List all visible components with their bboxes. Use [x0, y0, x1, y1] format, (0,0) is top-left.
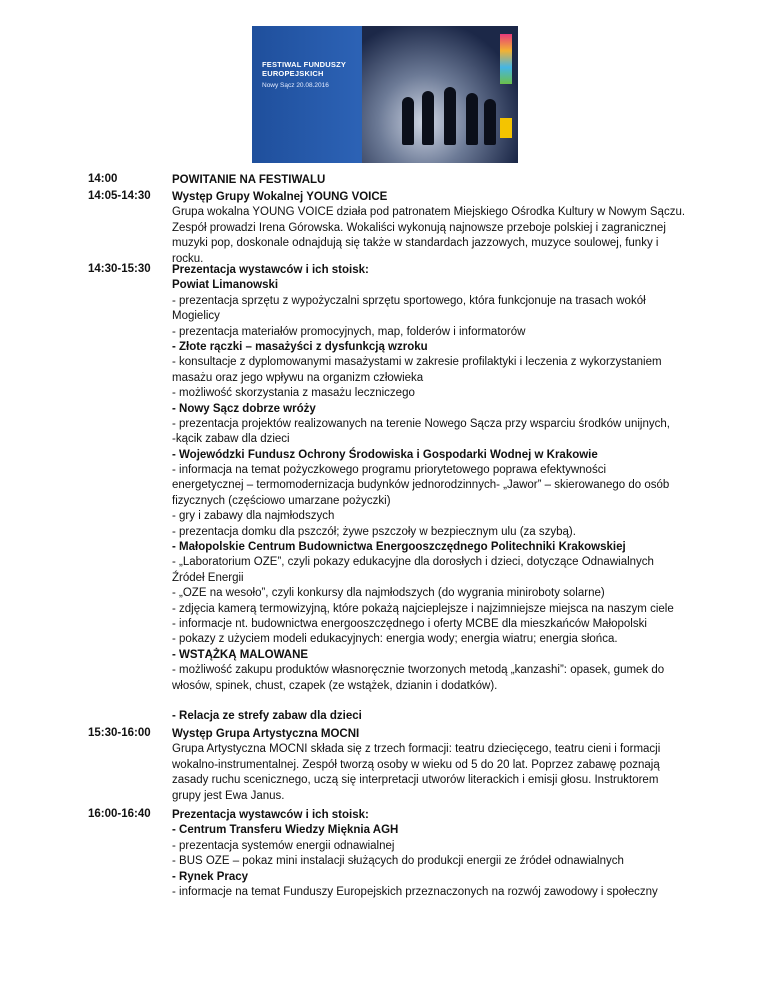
- schedule-text-line: - informacje na temat Funduszy Europejskich przeznaczonych na rozwój zawodowy i społeczny: [172, 885, 658, 898]
- schedule-text-line: - konsultacje z dyplomowanymi masażystami w zakresie profilaktyki i leczenia z wykorzystaniem: [172, 356, 662, 369]
- schedule-heading: Występ Grupa Artystyczna MOCNI: [172, 728, 360, 740]
- schedule-heading: - WSTĄŻKĄ MALOWANE: [172, 648, 309, 661]
- schedule-text-line: włosów, spinek, chust, czapek (ze wstążek, dzianin i dodatków).: [172, 679, 498, 692]
- schedule-text-line: - prezentacja projektów realizowanych na terenie Nowego Sącza przy wsparciu środków unijnych,: [172, 417, 670, 430]
- schedule-time: 14:05-14:30: [88, 190, 151, 202]
- schedule-text-line: Grupa wokalna YOUNG VOICE działa pod patronatem Miejskiego Ośrodka Kultury w Nowym Sączu.: [172, 206, 686, 219]
- schedule-text-line: - BUS OZE – pokaz mini instalacji służących do produkcji energii ze źródeł odnawialnych: [172, 855, 624, 868]
- schedule-content: [172, 727, 717, 804]
- schedule-heading: POWITANIE NA FESTIWALU: [172, 174, 326, 186]
- schedule-content: [172, 173, 717, 188]
- banner-title: [262, 60, 346, 78]
- schedule-heading: - Relacja ze strefy zabaw dla dzieci: [172, 710, 362, 723]
- schedule-text-line: - prezentacja sprzętu z wypożyczalni sprzętu sportowego, która funkcjonuje na trasach wokół: [172, 294, 646, 307]
- schedule-text-line: zasady ruchu scenicznego, uczą się interpretacji utworów literackich i emisji głosu. Instruktorem: [172, 774, 659, 787]
- schedule-time: 14:00: [88, 173, 118, 185]
- schedule-text-line: Zespół prowadzi Irena Górowska. Wokaliści wykonują najnowsze przeboje polskiej i zagranicznej: [172, 221, 666, 234]
- schedule-text-line: - możliwość zakupu produktów własnoręcznie tworzonych metodą „kanzashi”: opasek, gumek do: [172, 664, 665, 677]
- schedule-heading: Powiat Limanowski: [172, 279, 279, 292]
- schedule-time: 15:30-16:00: [88, 727, 151, 739]
- schedule-heading: - Wojewódzki Fundusz Ochrony Środowiska i Gospodarki Wodnej w Krakowie: [172, 448, 598, 461]
- schedule-text-line: - możliwość skorzystania z masażu leczniczego: [172, 387, 415, 400]
- schedule-text-line: grupy jest Ewa Janus.: [172, 789, 285, 802]
- schedule-heading: Prezentacja wystawców i ich stoisk:: [172, 809, 369, 821]
- schedule-text-line: - „OZE na wesoło”, czyli konkursy dla najmłodszych (do wygrania miniroboty solarne): [172, 587, 605, 600]
- schedule-text-line: masażu oraz jego wpływu na organizm człowieka: [172, 371, 424, 384]
- schedule-text-line: Grupa Artystyczna MOCNI składa się z trzech formacji: teatru dziecięcego, teatru cieni i formacji: [172, 743, 661, 756]
- festival-banner: [252, 26, 518, 163]
- schedule-text-line: muzyki pop, doskonale odnajdują się także w standardach jazzowych, muzyce soulowej, funky i: [172, 237, 659, 250]
- banner-title-line2: EUROPEJSKICH: [262, 69, 324, 78]
- banner-place-date: Nowy Sącz 20.08.2016: [262, 82, 329, 89]
- schedule-text-line: - informacja na temat pożyczkowego programu priorytetowego poprawa efektywności: [172, 464, 607, 477]
- schedule-text-line: - informacje nt. budownictwa energooszczędnego i oferty MCBE dla mieszkańców Małopolski: [172, 617, 647, 630]
- band-member-figure: [444, 87, 456, 145]
- schedule-heading: - Centrum Transferu Wiedzy Mięknia AGH: [172, 824, 399, 837]
- schedule-text-line: rocku.: [172, 252, 204, 265]
- schedule-text-line: - zdjęcia kamerą termowizyjną, które pokażą najcieplejsze i najzimniejsze miejsca na naszym ciele: [172, 602, 674, 615]
- schedule-heading: - Rynek Pracy: [172, 870, 249, 883]
- band-member-figure: [422, 91, 434, 145]
- schedule-text-line: - prezentacja materiałów promocyjnych, map, folderów i informatorów: [172, 325, 526, 338]
- eu-funds-logo-strip: [500, 34, 512, 84]
- schedule-time: 16:00-16:40: [88, 808, 151, 820]
- schedule-time: 14:30-15:30: [88, 263, 151, 275]
- band-member-figure: [402, 97, 414, 145]
- schedule-text-line: - „Laboratorium OZE”, czyli pokazy edukacyjne dla dorosłych i dzieci, dotyczące Odnawialnych: [172, 556, 654, 569]
- banner-title-line1: FESTIWAL FUNDUSZY: [262, 60, 347, 69]
- schedule-text-line: Mogielicy: [172, 310, 220, 323]
- schedule-content: [172, 808, 717, 900]
- schedule-text-line: - gry i zabawy dla najmłodszych: [172, 510, 335, 523]
- schedule-content: [172, 190, 717, 267]
- band-member-figure: [466, 93, 478, 145]
- schedule-heading: - Złote rączki – masażyści z dysfunkcją wzroku: [172, 340, 428, 353]
- schedule-text-line: Źródeł Energii: [172, 571, 244, 584]
- eu-flag-icon: [500, 118, 512, 138]
- schedule-text-line: - prezentacja systemów energii odnawialnej: [172, 839, 395, 852]
- band-member-figure: [484, 99, 496, 145]
- schedule-heading: - Małopolskie Centrum Budownictwa Energooszczędnego Politechniki Krakowskiej: [172, 541, 626, 554]
- schedule-text-line: [172, 694, 717, 709]
- schedule-text-line: wokalno-instrumentalnej. Zespół tworzą osoby w wieku od 5 do 20 lat. Poprzez zabawę poznają: [172, 758, 660, 771]
- schedule-text-line: energetycznej – termomodernizacja budynków jednorodzinnych- „Jawor” – skierowanego do osób: [172, 479, 670, 492]
- schedule-content: [172, 263, 717, 725]
- schedule-text-line: - prezentacja domku dla pszczół; żywe pszczoły w bezpiecznym ulu (za szybą).: [172, 525, 576, 538]
- schedule-text-line: - pokazy z użyciem modeli edukacyjnych: energia wody; energia wiatru; energia słońca.: [172, 633, 618, 646]
- schedule-heading: Prezentacja wystawców i ich stoisk:: [172, 264, 369, 276]
- schedule-heading: Występ Grupy Wokalnej YOUNG VOICE: [172, 191, 388, 203]
- schedule-text-line: fizycznych (częściowo umarzane pożyczki): [172, 494, 391, 507]
- schedule-text-line: -kącik zabaw dla dzieci: [172, 433, 290, 446]
- schedule-heading: - Nowy Sącz dobrze wróży: [172, 402, 316, 415]
